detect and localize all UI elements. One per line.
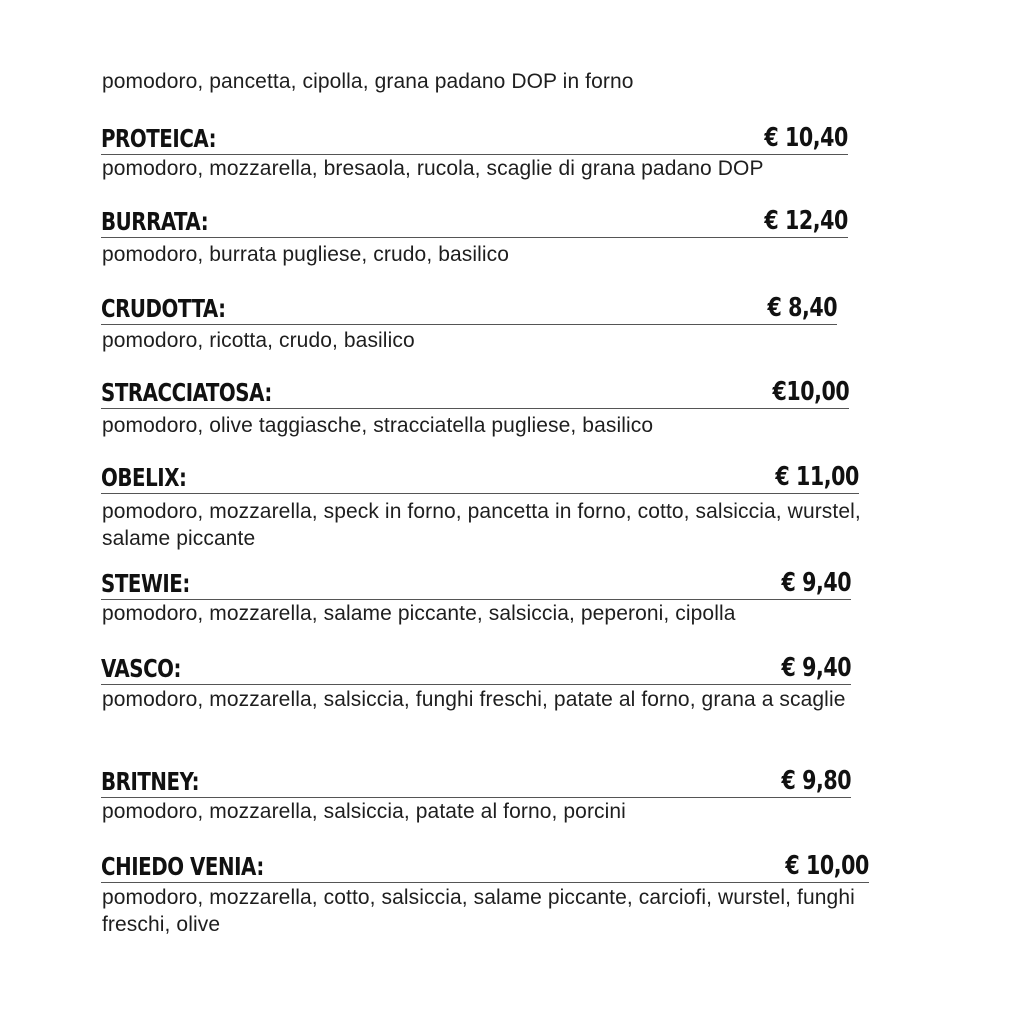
- menu-item-description: pomodoro, mozzarella, salsiccia, funghi freschi, patate al forno, grana a scaglie: [102, 688, 846, 711]
- menu-item-header: [101, 198, 848, 238]
- menu-item-description: pomodoro, mozzarella, salame piccante, salsiccia, peperoni, cipolla: [102, 602, 736, 625]
- menu-item-divider: [101, 408, 849, 409]
- menu-item-header: [101, 115, 848, 155]
- menu-item-name: BURRATA:: [101, 207, 209, 236]
- menu-item-name: CRUDOTTA:: [101, 294, 226, 323]
- menu-item-price: € 11,00: [775, 462, 859, 492]
- menu-item-price: € 10,40: [764, 123, 848, 153]
- menu-item-name: CHIEDO VENIA:: [101, 852, 264, 881]
- menu-item-description: pomodoro, mozzarella, salsiccia, patate al forno, porcini: [102, 800, 626, 823]
- menu-item-divider: [101, 493, 859, 494]
- menu-item-description: pomodoro, mozzarella, speck in forno, pancetta in forno, cotto, salsiccia, wurstel, salame piccante: [102, 500, 861, 550]
- menu-item-name: PROTEICA:: [101, 124, 217, 153]
- menu-item-name: VASCO:: [101, 654, 182, 683]
- menu-item-description: pomodoro, olive taggiasche, stracciatella pugliese, basilico: [102, 414, 654, 437]
- menu-item-price: € 9,40: [781, 568, 851, 598]
- menu-item-divider: [101, 684, 851, 685]
- menu-item-header: [101, 645, 851, 685]
- menu-item-price: €10,00: [772, 377, 849, 407]
- menu-item-price: € 8,40: [767, 293, 837, 323]
- menu-item-header: [101, 285, 837, 325]
- menu-item-price: € 12,40: [764, 206, 848, 236]
- menu-item-header: [101, 843, 869, 883]
- menu-item-header: [101, 560, 851, 600]
- menu-item-header: [101, 369, 849, 409]
- intro-description: pomodoro, pancetta, cipolla, grana padano DOP in forno: [102, 70, 634, 93]
- menu-item-price: € 9,80: [781, 766, 851, 796]
- menu-item-price: € 10,00: [785, 851, 869, 881]
- menu-item-name: STEWIE:: [101, 569, 190, 598]
- menu-item-divider: [101, 882, 869, 883]
- menu-item-name: OBELIX:: [101, 463, 187, 492]
- menu-item-divider: [101, 324, 837, 325]
- menu-item-description: pomodoro, mozzarella, cotto, salsiccia, salame piccante, carciofi, wurstel, funghi freschi, olive: [102, 886, 855, 936]
- menu-item-description: pomodoro, burrata pugliese, crudo, basilico: [102, 243, 510, 266]
- menu-item-name: STRACCIATOSA:: [101, 378, 272, 407]
- menu-item-description: pomodoro, mozzarella, bresaola, rucola, scaglie di grana padano DOP: [102, 157, 764, 180]
- menu-item-description: pomodoro, ricotta, crudo, basilico: [102, 329, 415, 352]
- menu-item-header: [101, 758, 851, 798]
- menu-item-divider: [101, 237, 848, 238]
- menu-item-header: [101, 454, 859, 494]
- menu-item-price: € 9,40: [781, 653, 851, 683]
- menu-item-name: BRITNEY:: [101, 767, 200, 796]
